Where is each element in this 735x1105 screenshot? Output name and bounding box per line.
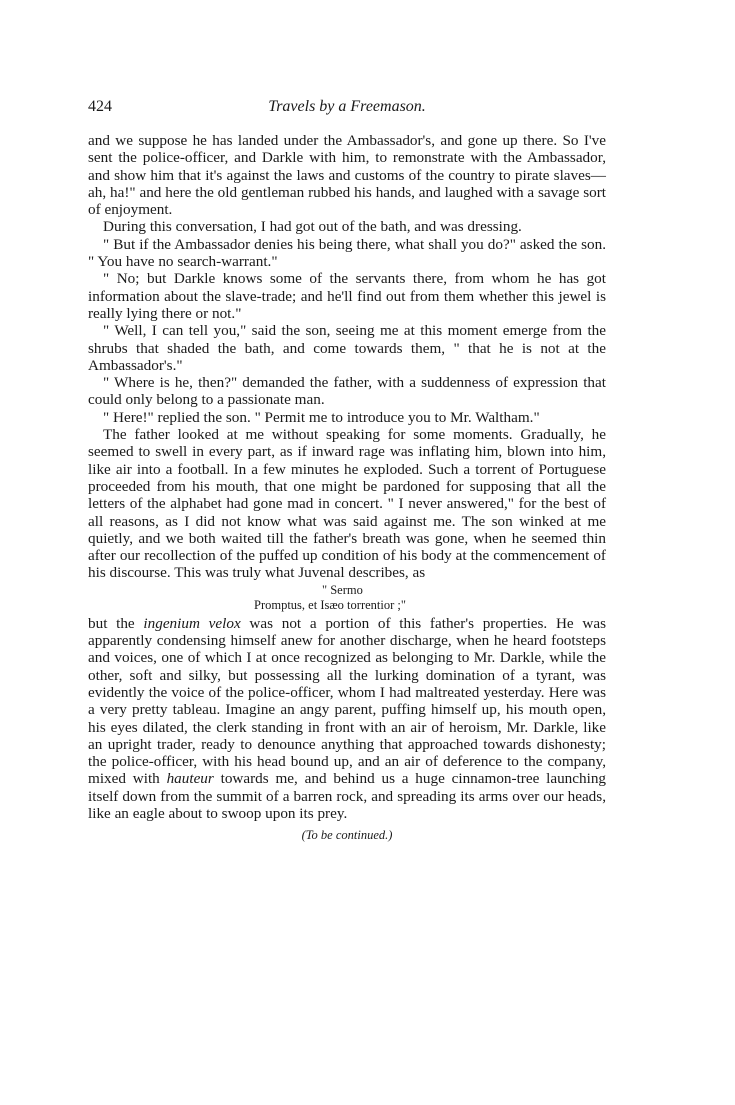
page-number: 424 — [88, 98, 112, 115]
body-text — [88, 132, 606, 822]
latin-quotation — [88, 583, 606, 613]
running-title: Travels by a Freemason. — [268, 98, 426, 115]
paragraph: " But if the Ambassador denies his being there, what shall you do?" asked the son. " You have no search-warrant." — [88, 235, 606, 271]
running-head — [88, 98, 606, 124]
italic-phrase: ingenium velox — [143, 614, 241, 632]
paragraph: " Where is he, then?" demanded the father, with a suddenness of expression that could only belong to a passionate man. — [88, 374, 606, 409]
paragraph: During this conversation, I had got out of the bath, and was dressing. — [103, 218, 522, 236]
paragraph: " No; but Darkle knows some of the servants there, from whom he has got information about the slave-trade; and he'll find out from them whether this jewel is really lying there or not." — [88, 270, 606, 322]
paragraph: " Here!" replied the son. " Permit me to introduce you to Mr. Waltham." — [103, 408, 540, 426]
text-run: but the — [88, 614, 144, 632]
to-be-continued-note: (To be continued.) — [301, 828, 393, 843]
text-run: towards me, and behind us a huge cinnamon-tree launching itself down from the summit of a barren rock, and spreading its arms over our heads, like an eagle about to swoop upon its prey. — [88, 770, 607, 822]
italic-phrase: hauteur — [166, 770, 214, 788]
book-page — [88, 98, 606, 843]
quote-line: Promptus, et Isæo torrentior ;" — [254, 597, 406, 612]
paragraph — [88, 615, 606, 823]
quote-line: " Sermo — [322, 582, 363, 597]
text-run: was not a portion of this father's properties. He was apparently condensing himself anew for another discharge, when he heard footsteps and voices, one of which I at once recognized as belonging to Mr. Darkle, while the other, soft and silky, but possessing all the lurking domination of a tyrant, was evidently the voice of the police-officer, whom I had maltreated yesterday. Here was a very pretty tableau. Imagine an angy parent, puffing himself up, his mouth open, his eyes dilated, the clerk standing in front with an air of heroism, Mr. Darkle, like an upright trader, ready to denounce anything that approached towards dishonesty; the police-officer, with his head bound up, and an air of deference to the company, mixed with — [88, 614, 606, 788]
paragraph: " Well, I can tell you," said the son, seeing me at this moment emerge from the shrubs that shaded the bath, and come towards them, " that he is not at the Ambassador's." — [88, 322, 606, 374]
paragraph: and we suppose he has landed under the Ambassador's, and gone up there. So I've sent the police-officer, and Darkle with him, to remonstrate with the Ambassador, and show him that it's against the laws and customs of the country to pirate slaves—ah, ha!" and here the old gentleman rubbed his hands, and laughed with a savage sort of enjoyment. — [88, 132, 606, 219]
paragraph: The father looked at me without speaking for some moments. Gradually, he seemed to swell in every part, as if inward rage was inflating him, blown into him, like air into a football. In a few minutes he exploded. Such a torrent of Portuguese proceeded from his mouth, that one might be pardoned for supposing that all the letters of the alphabet had gone mad in concert. " I never answered," for the best of all reasons, as I did not know what was said against me. The son winked at me quietly, and we both waited till the father's breath was gone, when he seemed thin after our recollection of the puffed up condition of his body at the commencement of his discourse. This was truly what Juvenal describes, as — [88, 426, 606, 582]
